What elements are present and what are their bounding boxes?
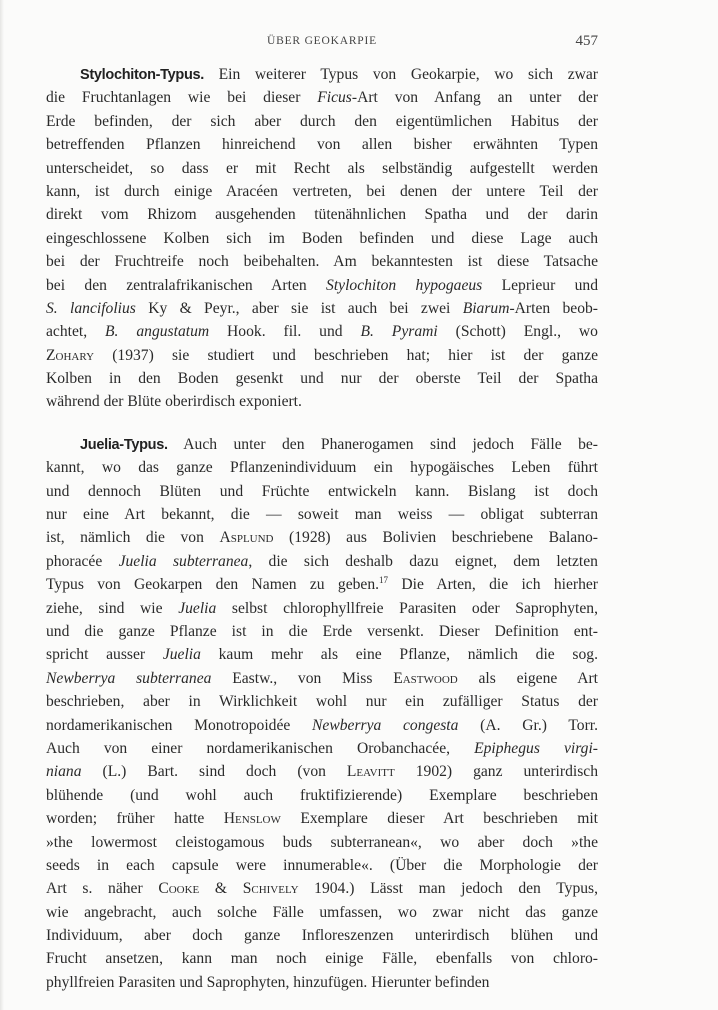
text-run: (A. Gr.) Torr. xyxy=(458,716,598,734)
text-line xyxy=(46,86,598,109)
text-run: phoracée xyxy=(46,552,119,570)
author-name: Eastwood xyxy=(393,669,458,687)
text-run: während der Blüte oberirdisch exponiert. xyxy=(46,393,302,411)
author-name: Henslow xyxy=(223,810,281,828)
text-run: , die sich deshalb dazu eignet, dem letzten xyxy=(248,552,598,570)
text-line xyxy=(46,597,598,620)
footnote-ref: 17 xyxy=(379,575,389,586)
text-line xyxy=(46,643,598,666)
text-run: & xyxy=(199,880,243,898)
text-line xyxy=(46,971,598,994)
text-line xyxy=(46,203,598,226)
text-line xyxy=(46,297,598,320)
text-run: Exemplare dieser Art beschrieben mit xyxy=(280,810,598,828)
text-line xyxy=(46,390,598,413)
text-run: wie angebracht, auch solche Fälle umfassen, wo zwar nicht das ganze xyxy=(46,903,598,921)
text-run: ziehe, sind wie xyxy=(46,599,179,617)
text-line xyxy=(46,901,598,924)
text-line xyxy=(46,550,598,573)
text-line xyxy=(46,433,598,456)
page-edge-shadow xyxy=(0,0,4,1010)
text-run: Erde befinden, der sich aber durch den eigentümlichen Habitus der xyxy=(46,112,598,130)
text-line xyxy=(46,274,598,297)
italic-term: niana xyxy=(46,763,82,781)
text-run: Art s. näher xyxy=(46,880,159,898)
text-run: worden; früher hatte xyxy=(46,810,224,828)
text-run: blühende (und wohl auch fruktifizierende) Exemplare beschrieben xyxy=(46,786,598,804)
section-heading: Stylochiton-Typus. xyxy=(80,67,205,83)
text-run: nordamerikanischen Monotropoidée xyxy=(46,716,312,734)
text-run: Leprieur und xyxy=(482,276,599,294)
italic-term: B. angustatum xyxy=(105,323,210,341)
italic-term: Juelia xyxy=(178,599,217,617)
text-run: nur eine Art bekannt, die — soweit man weiss — obligat subterran xyxy=(46,506,598,524)
author-name: Asplund xyxy=(219,529,274,547)
text-line xyxy=(46,480,598,503)
section-stylochiton-typus xyxy=(46,63,598,414)
text-line xyxy=(46,831,598,854)
text-line xyxy=(46,133,598,156)
text-line xyxy=(46,807,598,830)
text-run: 1902) ganz unterirdisch xyxy=(394,763,598,781)
paragraph-gap xyxy=(46,414,598,433)
section-heading: Juelia-Typus. xyxy=(80,436,168,453)
text-run: 1904.) Lässt man jedoch den Typus, xyxy=(298,880,599,898)
text-line xyxy=(46,947,598,970)
text-line xyxy=(46,737,598,760)
text-line xyxy=(46,620,598,643)
text-line xyxy=(46,877,598,900)
text-run: und dennoch Blüten und Früchte entwickeln kann. Bislang ist doch xyxy=(46,482,598,500)
text-run: Individuum, aber doch ganze Infloreszenzen unterirdisch blühen und xyxy=(46,927,598,945)
text-run: phyllfreien Parasiten und Saprophyten, hinzufügen. Hierunter befinden xyxy=(46,973,490,991)
italic-term: Newberrya subterranea xyxy=(46,669,212,687)
text-run: Frucht ansetzen, kann man noch einige Fälle, ebenfalls von chloro- xyxy=(46,950,598,968)
author-name: Leavitt xyxy=(346,763,395,781)
text-run: Die Arten, die ich hierher xyxy=(388,576,598,594)
text-line xyxy=(46,180,598,203)
text-run: bei der Fruchtreife noch beibehalten. Am bekanntesten ist diese Tatsache xyxy=(46,253,598,271)
text-line xyxy=(46,320,598,343)
text-run: (Schott) Engl., wo xyxy=(437,323,598,341)
text-run: achtet, xyxy=(46,323,106,341)
italic-term: B. Pyrami xyxy=(360,323,438,341)
author-name: Schively xyxy=(242,880,299,898)
text-run: Eastw., von Miss xyxy=(211,669,394,687)
text-run: Hook. fil. und xyxy=(209,323,361,341)
text-run: Auch unter den Phanerogamen sind jedoch Fälle be- xyxy=(167,435,598,453)
page-number: 457 xyxy=(575,33,598,49)
text-run: (L.) Bart. sind doch (von xyxy=(81,763,347,781)
text-line xyxy=(46,250,598,273)
text-run: Typus von Geokarpen den Namen zu geben. xyxy=(46,576,380,594)
text-line xyxy=(46,157,598,180)
text-line xyxy=(46,526,598,549)
text-line xyxy=(46,714,598,737)
author-name: Cooke xyxy=(158,880,200,898)
running-title: ÜBER GEOKARPIE xyxy=(267,35,377,47)
text-line xyxy=(46,854,598,877)
running-header xyxy=(46,33,598,53)
text-run: Ein weiterer Typus von Geokarpie, wo sich zwar xyxy=(204,66,598,83)
text-run: bei den zentralafrikanischen Arten xyxy=(46,276,327,294)
body-text xyxy=(46,63,598,994)
text-run: Auch von einer nordamerikanischen Orobanchacée, xyxy=(46,739,475,757)
text-line xyxy=(46,690,598,713)
text-run: beschrieben, aber in Wirklichkeit wohl nur ein zufälliger Status der xyxy=(46,693,598,711)
text-run: eingeschlossene Kolben sich im Boden befinden und diese Lage auch xyxy=(46,229,598,247)
text-line xyxy=(46,456,598,479)
text-run: und die ganze Pflanze ist in die Erde versenkt. Dieser Definition ent- xyxy=(46,622,598,640)
text-run: direkt vom Rhizom ausgehenden tütenähnlichen Spatha und der darin xyxy=(46,206,598,224)
text-run: betreffenden Pflanzen hinreichend von allen bisher erwähnten Typen xyxy=(46,136,598,154)
text-run: -Arten beob- xyxy=(509,299,598,317)
italic-term: Newberrya congesta xyxy=(312,716,459,734)
text-line xyxy=(46,503,598,526)
text-line xyxy=(46,344,598,367)
text-line xyxy=(46,924,598,947)
italic-term: Epiphegus virgi- xyxy=(474,739,599,757)
text-run: Kolben in den Boden gesenkt und nur der oberste Teil der Spatha xyxy=(46,370,598,388)
text-run: unterscheidet, so dass er mit Recht als selbständig aufgestellt werden xyxy=(46,159,598,177)
text-run: als eigene Art xyxy=(457,669,599,687)
text-run: (1928) aus Bolivien beschriebene Balano- xyxy=(273,529,599,547)
italic-term: Juelia subterranea xyxy=(118,552,249,570)
italic-term: Ficus xyxy=(317,89,352,107)
text-line xyxy=(46,573,598,596)
author-name: Zohary xyxy=(46,346,95,364)
text-line xyxy=(46,784,598,807)
text-run: -Art von Anfang an unter der xyxy=(351,89,599,107)
text-run: Ky & Peyr., aber sie ist auch bei zwei xyxy=(135,299,463,317)
text-run: spricht ausser xyxy=(46,646,163,664)
text-line xyxy=(46,63,598,86)
italic-term: Biarum xyxy=(462,299,510,317)
text-run: die Fruchtanlagen wie bei dieser xyxy=(46,89,318,107)
text-line xyxy=(46,667,598,690)
italic-term: S. lancifolius xyxy=(46,299,136,317)
text-run: »the lowermost cleistogamous buds subterranean«, wo aber doch »the xyxy=(46,833,598,851)
text-run: (1937) sie studiert und beschrieben hat; hier ist der ganze xyxy=(94,346,598,364)
italic-term: Stylochiton hypogaeus xyxy=(326,276,483,294)
text-line xyxy=(46,227,598,250)
text-line xyxy=(46,367,598,390)
text-run: seeds in each capsule were innumerable«. (Über die Morphologie der xyxy=(46,856,598,874)
text-run: ist, nämlich die von xyxy=(46,529,220,547)
section-juelia-typus xyxy=(46,433,598,994)
italic-term: Juelia xyxy=(162,646,201,664)
text-run: kann, ist durch einige Aracéen vertreten, bei denen der untere Teil der xyxy=(46,182,598,200)
text-run: selbst chlorophyllfreie Parasiten oder Saprophyten, xyxy=(216,599,598,617)
text-run: kaum mehr als eine Pflanze, nämlich die sog. xyxy=(200,646,598,664)
text-line xyxy=(46,110,598,133)
text-run: kannt, wo das ganze Pflanzenindividuum ein hypogäisches Leben führt xyxy=(46,459,598,477)
text-line xyxy=(46,760,598,783)
